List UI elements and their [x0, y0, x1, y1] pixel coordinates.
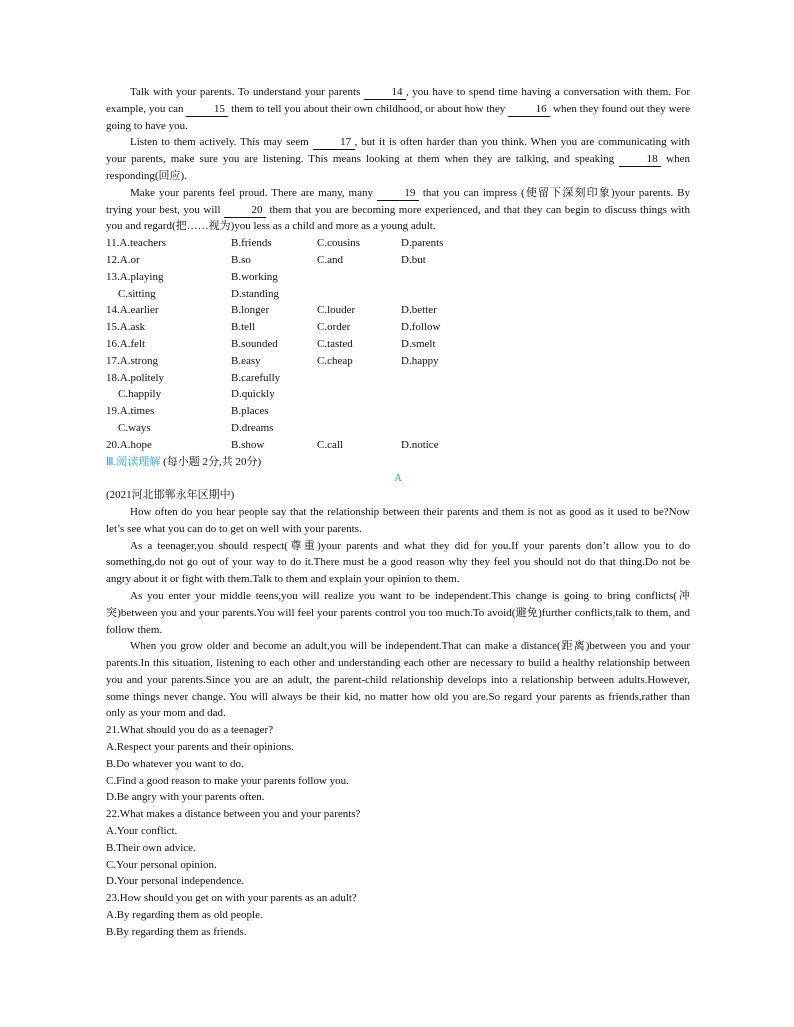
option-row	[106, 437, 690, 454]
question-option[interactable]: A.By regarding them as old people.	[106, 909, 263, 922]
option-choice[interactable]: C.cousins	[317, 237, 361, 250]
option-choice[interactable]: B.longer	[231, 304, 270, 317]
passage-letter: A	[394, 472, 402, 485]
question-stem: 23.How should you get on with your parents as an adult?	[106, 892, 357, 905]
option-choice[interactable]: 12.A.or	[106, 253, 140, 266]
cloze-text: , you have to spend time having a conversation with them. For example, you can	[106, 86, 691, 115]
section-label: Ⅲ.阅读理解	[106, 455, 161, 468]
option-choice[interactable]	[317, 269, 401, 286]
option-choice[interactable]: B.sounded	[231, 337, 278, 350]
question-option[interactable]: C.Your personal opinion.	[106, 858, 217, 871]
option-choice[interactable]: D.happy	[401, 354, 439, 367]
cloze-text: Make your parents feel proud. There are many, many	[130, 186, 377, 199]
question-option[interactable]: A.Your conflict.	[106, 825, 178, 838]
option-row	[106, 252, 690, 269]
blank-15: 15	[186, 103, 228, 117]
question-option[interactable]: C.Find a good reason to make your parents follow you.	[106, 774, 349, 787]
question-stem: 21.What should you do as a teenager?	[106, 724, 274, 737]
blank-19: 19	[377, 187, 419, 201]
option-row	[106, 269, 690, 286]
option-row	[106, 336, 690, 353]
option-choice[interactable]: C.call	[317, 438, 343, 451]
cloze-text: when they found out they were going to have you.	[106, 102, 691, 132]
option-choice[interactable]: D.dreams	[231, 421, 274, 434]
option-choice[interactable]	[401, 420, 481, 437]
option-choice[interactable]: B.working	[231, 270, 278, 283]
option-choice[interactable]: B.show	[231, 438, 265, 451]
reading-paragraph: As a teenager,you should respect(尊重)your parents and what they did for you.If your parents don’t allow you to do something,do not go out of your way to do it.There must be a good reason why they feel you should not do that thing.Do not be angry about it or fight with them.Talk to them and explain your opinion to them.	[106, 539, 690, 586]
option-choice[interactable]: D.notice	[401, 438, 439, 451]
option-row	[106, 420, 690, 437]
cloze-paragraph-3	[106, 185, 690, 235]
cloze-paragraph-1	[106, 84, 690, 134]
option-choice[interactable]: 15.A.ask	[106, 321, 146, 334]
blank-20: 20	[224, 204, 266, 218]
option-choice[interactable]	[317, 420, 401, 437]
blank-14: 14	[364, 86, 406, 100]
option-row	[106, 386, 690, 403]
option-choice[interactable]	[317, 370, 401, 387]
option-choice[interactable]	[401, 370, 481, 387]
cloze-paragraph-2	[106, 134, 690, 184]
option-choice[interactable]	[317, 386, 401, 403]
option-choice[interactable]: C.sitting	[118, 287, 156, 300]
question-list	[106, 722, 690, 940]
question-option[interactable]: D.Your personal independence.	[106, 875, 245, 888]
cloze-text: them that you are becoming more experienced, and that they can begin to discuss things with you and regard(把……视为)you less as a child and more as a young adult.	[106, 203, 690, 233]
option-row	[106, 353, 690, 370]
option-choice[interactable]: D.parents	[401, 237, 444, 250]
section-heading	[106, 454, 690, 471]
option-choice[interactable]: C.ways	[118, 421, 151, 434]
cloze-text: Listen to them actively. This may seem	[130, 136, 313, 149]
option-row	[106, 403, 690, 420]
option-choice[interactable]: C.cheap	[317, 354, 353, 367]
cloze-text: them to tell you about their own childhood, or about how they	[228, 102, 509, 115]
option-row	[106, 319, 690, 336]
option-row	[106, 302, 690, 319]
option-choice[interactable]: C.tasted	[317, 337, 353, 350]
option-choice[interactable]	[401, 403, 481, 420]
cloze-text: Talk with your parents. To understand your parents	[130, 86, 364, 98]
cloze-text: that you can impress (使留下深刻印象)your parents. By trying your best, you will	[106, 186, 690, 216]
question-option[interactable]: B.Do whatever you want to do.	[106, 757, 244, 770]
option-choice[interactable]: B.carefully	[231, 371, 281, 384]
option-choice[interactable]: D.but	[401, 253, 426, 266]
option-choice[interactable]: 14.A.earlier	[106, 304, 159, 317]
question-option[interactable]: B.By regarding them as friends.	[106, 925, 247, 938]
option-choice[interactable]	[317, 403, 401, 420]
option-choice[interactable]: D.standing	[231, 287, 279, 300]
option-choice[interactable]: 11.A.teachers	[106, 237, 167, 250]
option-row	[106, 286, 690, 303]
section-score: (每小题 2分,共 20分)	[163, 455, 262, 468]
question-stem: 22.What makes a distance between you and your parents?	[106, 808, 361, 821]
cloze-text: when responding(回应).	[106, 153, 690, 182]
question-option[interactable]: D.Be angry with your parents often.	[106, 791, 265, 804]
option-choice[interactable]: 18.A.politely	[106, 371, 165, 384]
option-choice[interactable]	[317, 286, 401, 303]
option-choice[interactable]: C.happily	[118, 388, 162, 401]
option-choice[interactable]: B.tell	[231, 321, 256, 334]
reading-paragraph: As you enter your middle teens,you will realize you want to be independent.This change is going to bring conflicts(冲突)between you and your parents.You will feel your parents control you too much.To avoid(避免)further conflicts,talk to them, and follow them.	[106, 589, 690, 636]
option-choice[interactable]: D.better	[401, 304, 437, 317]
option-choice[interactable]: 19.A.times	[106, 405, 155, 418]
reading-paragraph: How often do you hear people say that the relationship between their parents and them is not as good as it used to be?Now let’s see what you can do to get on well with your parents.	[106, 505, 690, 535]
option-row	[106, 235, 690, 252]
option-choice[interactable]: D.smelt	[401, 337, 436, 350]
question-option[interactable]: B.Their own advice.	[106, 841, 196, 854]
option-choice[interactable]: 20.A.hope	[106, 438, 152, 451]
option-choice[interactable]: C.order	[317, 321, 351, 334]
option-choice[interactable]: 16.A.felt	[106, 337, 146, 350]
option-choice[interactable]	[401, 269, 481, 286]
reading-paragraph: When you grow older and become an adult,you will be independent.That can make a distance(距离)between you and your parents.In this situation, listening to each other and understanding each other are necessary to build a healthy relationship between you and your parents.Since you are an adult, the parent-child relationship develops into a relationship between adults.However, some things never change. You will always be their kid, no matter how old you are.So regard your parents as friends,rather than only as your mom and dad.	[106, 640, 690, 720]
option-choice[interactable]: 13.A.playing	[106, 270, 164, 283]
passage-source: (2021河北邯郸永年区期中)	[106, 489, 235, 502]
option-choice[interactable]: C.and	[317, 253, 343, 266]
option-choice[interactable]: B.so	[231, 253, 251, 266]
question-option[interactable]: A.Respect your parents and their opinions.	[106, 741, 294, 754]
cloze-text: , but it is often harder than you think. When you are communicating with your parents, make sure you are listening. This means looking at them when they are talking, and speaking	[106, 136, 690, 166]
option-choice[interactable]: B.places	[231, 405, 269, 418]
blank-18: 18	[619, 153, 661, 167]
option-choice[interactable]: B.friends	[231, 237, 272, 250]
option-choice[interactable]: D.quickly	[231, 388, 275, 401]
option-choice[interactable]: B.easy	[231, 354, 261, 367]
option-choice[interactable]	[401, 286, 481, 303]
blank-17: 17	[313, 136, 355, 150]
blank-16: 16	[508, 103, 550, 117]
option-choice[interactable]	[401, 386, 481, 403]
option-choice[interactable]: C.louder	[317, 304, 356, 317]
answer-options	[106, 235, 690, 453]
option-choice[interactable]: 17.A.strong	[106, 354, 158, 367]
option-row	[106, 370, 690, 387]
worksheet-page	[106, 84, 690, 941]
option-choice[interactable]: D.follow	[401, 321, 441, 334]
